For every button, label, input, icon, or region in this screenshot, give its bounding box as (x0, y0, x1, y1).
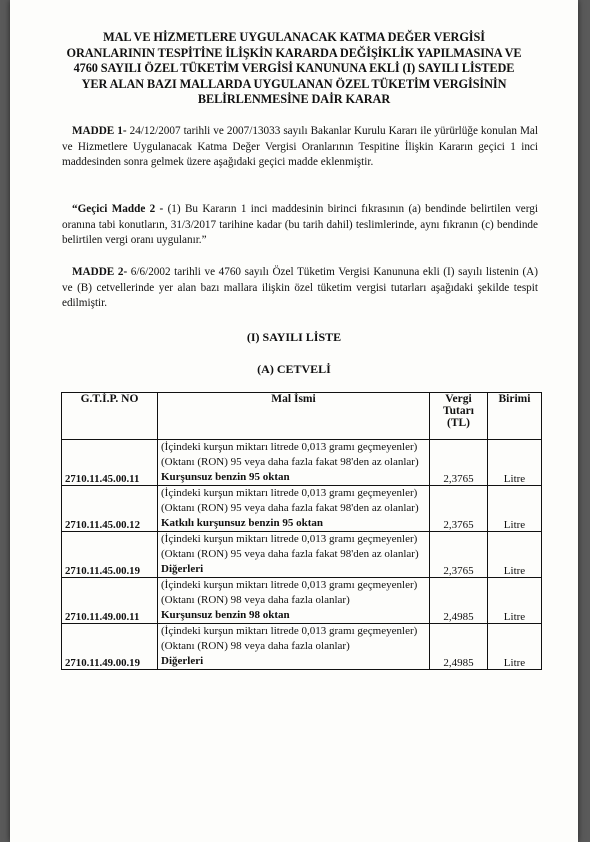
product-cell (158, 532, 430, 578)
gtip-cell: 2710.11.49.00.11 (62, 578, 158, 624)
tax-cell: 2,4985 (430, 624, 488, 670)
table-row (62, 578, 542, 624)
product-note: (Oktanı (RON) 95 veya daha fazla fakat 98'den az olanlar) (161, 456, 419, 468)
product-note: (Oktanı (RON) 98 veya daha fazla olanlar) (161, 594, 350, 606)
article-2 (62, 265, 538, 312)
article-1 (62, 124, 538, 171)
table-row (62, 486, 542, 532)
article-1-text: 24/12/2007 tarihli ve 2007/13033 sayılı Bakanlar Kurulu Kararı ile yürürlüğe konulan Mal ve Hizmetlere Uygulanacak Katma Değer Vergisi Oranlarının Tespitine İlişkin Kararın geçici 1 inci maddesinden sonra gelmek üzere aşağıdaki geçici madde eklenmiştir. (62, 125, 538, 169)
product-name: Diğerleri (161, 655, 204, 667)
title-line: MAL VE HİZMETLERE UYGULANACAK KATMA DEĞER VERGİSİ (103, 30, 485, 44)
product-name: Katkılı kurşunsuz benzin 95 oktan (161, 517, 323, 529)
table-row (62, 624, 542, 670)
header-product: Mal İsmi (158, 393, 430, 440)
table-row (62, 532, 542, 578)
product-cell (158, 578, 430, 624)
product-note: (İçindeki kurşun miktarı litrede 0,013 gramı geçmeyenler) (161, 579, 418, 591)
tax-cell: 2,3765 (430, 532, 488, 578)
product-cell (158, 624, 430, 670)
product-name: Kurşunsuz benzin 95 oktan (161, 471, 290, 483)
title-line: ORANLARININ TESPİTİNE İLİŞKİN KARARDA DEĞİŞİKLİK YAPILMASINA VE (66, 45, 522, 60)
tax-cell: 2,4985 (430, 578, 488, 624)
unit-cell: Litre (488, 624, 542, 670)
list-title: (I) SAYILI LİSTE (246, 330, 342, 344)
header-gtip: G.T.İ.P. NO (62, 393, 158, 440)
gtip-cell: 2710.11.45.00.12 (62, 486, 158, 532)
schedule-title: (A) CETVELİ (257, 362, 331, 376)
document-title (50, 30, 538, 108)
product-note: (İçindeki kurşun miktarı litrede 0,013 gramı geçmeyenler) (161, 441, 418, 453)
gtip-cell: 2710.11.45.00.11 (62, 440, 158, 486)
product-note: (Oktanı (RON) 98 veya daha fazla olanlar) (161, 640, 350, 652)
gtip-cell: 2710.11.49.00.19 (62, 624, 158, 670)
title-line: BELİRLENMESİNE DAİR KARAR (197, 92, 391, 106)
title-line: 4760 SAYILI ÖZEL TÜKETİM VERGİSİ KANUNUNA EKLİ (I) SAYILI LİSTEDE (73, 61, 515, 75)
unit-cell: Litre (488, 578, 542, 624)
article-1-label: MADDE 1- (72, 125, 127, 137)
article-2-label: MADDE 2- (72, 266, 128, 278)
tax-schedule-table (61, 392, 542, 670)
tax-cell: 2,3765 (430, 486, 488, 532)
table-header-row (62, 393, 542, 440)
product-note: (Oktanı (RON) 95 veya daha fazla fakat 98'den az olanlar) (161, 502, 419, 514)
product-name: Kurşunsuz benzin 98 oktan (161, 609, 290, 621)
product-name: Diğerleri (161, 563, 204, 575)
gtip-cell: 2710.11.45.00.19 (62, 532, 158, 578)
title-line: YER ALAN BAZI MALLARDA UYGULANAN ÖZEL TÜKETİM VERGİSİNİN (81, 76, 507, 91)
table-row (62, 440, 542, 486)
article-2-text: 6/6/2002 tarihli ve 4760 sayılı Özel Tüketim Vergisi Kanununa ekli (I) sayılı listenin (A) ve (B) cetvellerinde yer alan bazı mallara ilişkin özel tüketim vergisi tutarları aşağıdaki şekilde tespit edilmiştir. (62, 266, 538, 310)
unit-cell: Litre (488, 440, 542, 486)
document-page (10, 0, 578, 842)
header-unit: Birimi (488, 393, 542, 440)
product-note: (İçindeki kurşun miktarı litrede 0,013 gramı geçmeyenler) (161, 533, 418, 545)
product-note: (İçindeki kurşun miktarı litrede 0,013 gramı geçmeyenler) (161, 487, 418, 499)
temporary-article-text: (1) Bu Kararın 1 inci maddesinin birinci fıkrasının (a) bendinde belirtilen vergi oranına tabi konutların, 31/3/2017 tarihine kadar (bu tarih dahil) teslimlerinde, aynı fıkranın (c) bendinde belirtilen vergi oranı uygulanır.” (62, 203, 539, 247)
unit-cell: Litre (488, 486, 542, 532)
tax-cell: 2,3765 (430, 440, 488, 486)
product-cell (158, 440, 430, 486)
temporary-article (62, 202, 538, 249)
unit-cell: Litre (488, 532, 542, 578)
header-tax: Vergi Tutarı (TL) (430, 393, 488, 440)
product-note: (Oktanı (RON) 95 veya daha fazla fakat 98'den az olanlar) (161, 548, 419, 560)
temporary-article-label: “Geçici Madde 2 - (72, 203, 164, 215)
product-note: (İçindeki kurşun miktarı litrede 0,013 gramı geçmeyenler) (161, 625, 418, 637)
product-cell (158, 486, 430, 532)
